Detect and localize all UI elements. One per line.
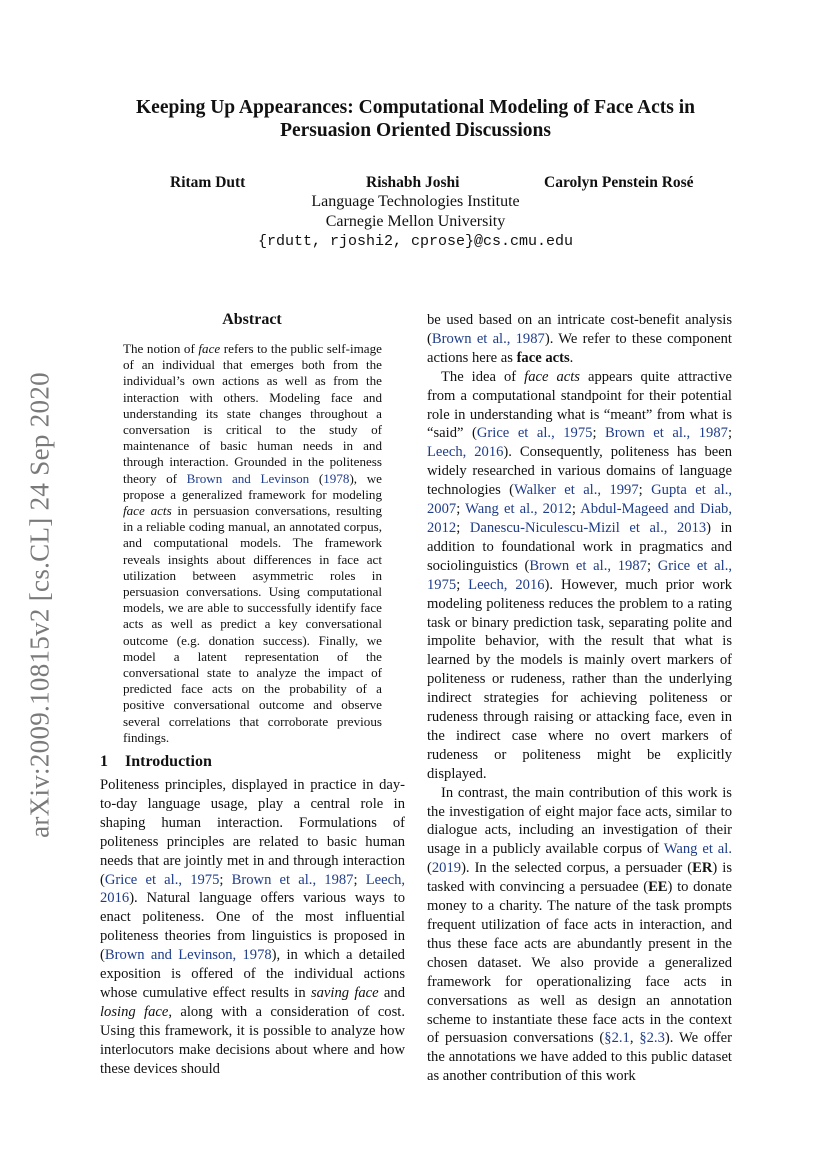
intro-paragraph-2: The idea of face acts appears quite attractive from a computational standpoint for their potential role in understanding what is “meant” from what is “said” (Grice et al., 1975; Brown et al., 1987; Leech, 2016). Consequently, politeness has been widely researched in various domains of language technologies (Walker et al., 1997; Gupta et al., 2007; Wang et al., 2012; Abdul-Mageed and Diab, 2012; Danescu-Niculescu-Mizil et al., 2013) in addition to foundational work in pragmatics and sociolinguistics (Brown et al., 1987; Grice et al., 1975; Leech, 2016). However, much prior work modeling politeness reduces the problem to a rating task or binary prediction task, separating polite and impolite behavior, with the result that what is learned by the models is mainly overt markers of politeness or rudeness, rather than the underlying indirect strategies for achieving politeness or rudeness through raising or attacking face, even in the indirect case where no overt markers of rudeness or politeness might be explicitly displayed. [427, 368, 733, 782]
section-title: Introduction [125, 753, 212, 770]
abstract-heading: Abstract [222, 311, 282, 328]
paper-title: Keeping Up Appearances: Computational Modeling of Face Acts in Persuasion Oriented Discussions [136, 97, 695, 141]
intro-paragraph-1: Politeness principles, displayed in practice in day-to-day language usage, play a central role in shaping human interaction. Formulations of politeness principles are related to basic human needs that are jointly met in and through interaction (Grice et al., 1975; Brown et al., 1987; Leech, 2016). Natural language offers various ways to enact politeness. One of the most influential politeness theories from linguistics is proposed in (Brown and Levinson, 1978), in which a detailed exposition is offered of the individual actions whose cumulative effect results in saving face and losing face, along with a consideration of cost. Using this framework, it is possible to analyze how interlocutors make decisions about where and how these devices should [100, 777, 406, 1077]
intro-paragraph-3: In contrast, the main contribution of this work is the investigation of eight major face acts, similar to dialogue acts, including an investigation of their usage in a publicly available corpus of Wang et al. (2019). In the selected corpus, a persuader (ER) is tasked with convincing a persuadee (EE) to donate money to a charity. The nature of the task prompts frequent utilization of face acts in interaction, and thus these face acts are abundantly present in the chosen dataset. We also provide a generalized framework for operationalizing face acts in conversations as well as design an annotation scheme to instantiate these face acts in the context of persuasion conversations (§2.1, §2.3). We offer the annotations we have added to this public dataset as another contribution of this work [427, 784, 733, 1085]
author-3: Carolyn Penstein Rosé [544, 174, 694, 191]
right-column-body [427, 311, 732, 1086]
section-heading [100, 753, 212, 771]
intro-paragraph-1-continued: be used based on an intricate cost-benefit analysis (Brown et al., 1987). We refer to these component actions here as face acts. [427, 312, 732, 366]
affiliation-university: Carnegie Mellon University [325, 213, 506, 230]
affiliation-institute: Language Technologies Institute [311, 193, 520, 210]
section-number: 1 [100, 753, 108, 770]
left-column-body [100, 776, 405, 1079]
author-emails: {rdutt, rjoshi2, cprose}@cs.cmu.edu [257, 233, 574, 250]
author-2: Rishabh Joshi [366, 174, 460, 191]
arxiv-identifier: arXiv:2009.10815v2 [cs.CL] 24 Sep 2020 [24, 372, 55, 838]
abstract-text: The notion of face refers to the public self-image of an individual that emerges both from the individual’s own actions as well as from the interaction with others. Modeling face and understanding its state changes throughout a conversation is critical to the study of maintenance of basic human needs in and through interaction. Grounded in the politeness theory of Brown and Levinson (1978), we propose a generalized framework for modeling face acts in persuasion conversations, resulting in a reliable coding manual, an annotated corpus, and computational models. The framework reveals insights about differences in face act utilization between asymmetric roles in persuasion conversations. Using computational models, we are able to successfully identify face acts as well as predict a key conversational outcome (e.g. donation success). Finally, we model a latent representation of the conversational state to analyze the impact of predicted face acts on the probability of a positive conversational outcome and observe several correlations that corroborate previous findings. [123, 341, 382, 745]
author-1: Ritam Dutt [170, 174, 246, 191]
